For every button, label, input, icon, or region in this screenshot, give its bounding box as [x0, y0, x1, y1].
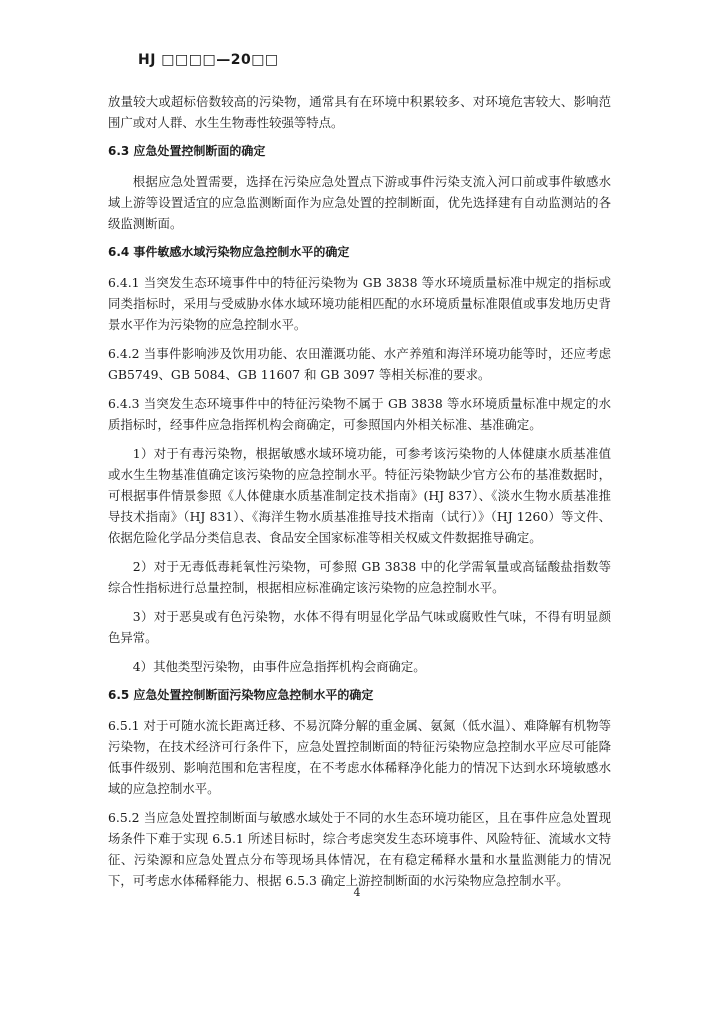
paragraph: 6.5.1 对于可随水流长距离迁移、不易沉降分解的重金属、氨氮（低水温）、难降解有机物等污染物，在技术经济可行条件下，应急处置控制断面的特征污染物应急控制水平应尽可能降低事件级别、影响范围和危害程度，在不考虑水体稀释净化能力的情况下达到水环境敏感水域的应急控制水平。 — [108, 718, 611, 796]
paragraph: 根据应急处置需要，选择在污染应急处置点下游或事件污染支流入河口前或事件敏感水域上游等设置适宜的应急监测断面作为应急处置的控制断面，优先选择建有自动监测站的各级监测断面。 — [108, 174, 611, 231]
paragraph: 3）对于恶臭或有色污染物，水体不得有明显化学品气味或腐败性气味，不得有明显颜色异常。 — [108, 609, 611, 645]
paragraph: 2）对于无毒低毒耗氧性污染物，可参照 GB 3838 中的化学需氧量或高锰酸盐指数等综合性指标进行总量控制，根据相应标准确定该污染物的应急控制水平。 — [108, 559, 611, 595]
section-heading: 6.4 事件敏感水域污染物应急控制水平的确定 — [108, 245, 350, 259]
paragraph: 6.5.2 当应急处置控制断面与敏感水域处于不同的水生态环境功能区，且在事件应急处置现场条件下难于实现 6.5.1 所述目标时，综合考虑突发生态环境事件、风险特征、流域水文特征、污染源和应急处置点分布等现场具体情况，在有稳定稀释水量和水量监测能力的情况下，可考虑水体稀释能力、根据 6.5.3 确定上游控制断面的水污染物应急控制水平。 — [108, 810, 611, 888]
paragraph: 4）其他类型污染物，由事件应急指挥机构会商确定。 — [132, 659, 426, 674]
paragraph: 1）对于有毒污染物，根据敏感水域环境功能，可参考该污染物的人体健康水质基准值或水生生物基准值确定该污染物的应急控制水平。特征污染物缺少官方公布的基准数据时，可根据事件情景参照《人体健康水质基准制定技术指南》(HJ 837）、《淡水生物水质基准推导技术指南》（HJ 831）、《海洋生物水质基准推导技术指南（试行）》（HJ 1260）等文件、依据危险化学品分类信息表、食品安全国家标准等相关权威文件数据推导确定。 — [108, 446, 611, 545]
document-code-header: HJ □□□□—20□□ — [138, 52, 279, 68]
section-heading: 6.3 应急处置控制断面的确定 — [108, 144, 266, 158]
paragraph: 6.4.3 当突发生态环境事件中的特征污染物不属于 GB 3838 等水环境质量标准中规定的水质指标时，经事件应急指挥机构会商确定，可参照国内外相关标准、基准确定。 — [108, 396, 611, 432]
paragraph: 放量较大或超标倍数较高的污染物，通常具有在环境中积累较多、对环境危害较大、影响范围广或对人群、水生生物毒性较强等特点。 — [108, 94, 611, 130]
page-number: 4 — [353, 886, 361, 899]
paragraph: 6.4.2 当事件影响涉及饮用功能、农田灌溉功能、水产养殖和海洋环境功能等时，还应考虑GB5749、GB 5084、GB 11607 和 GB 3097 等相关标准的要求。 — [108, 346, 611, 382]
paragraph: 6.4.1 当突发生态环境事件中的特征污染物为 GB 3838 等水环境质量标准中规定的指标或同类指标时，采用与受威胁水体水域环境功能相匹配的水环境质量标准限值或事发地历史背景水平作为污染物的应急控制水平。 — [108, 275, 611, 332]
document-body — [108, 91, 611, 899]
section-heading: 6.5 应急处置控制断面污染物应急控制水平的确定 — [108, 688, 374, 702]
